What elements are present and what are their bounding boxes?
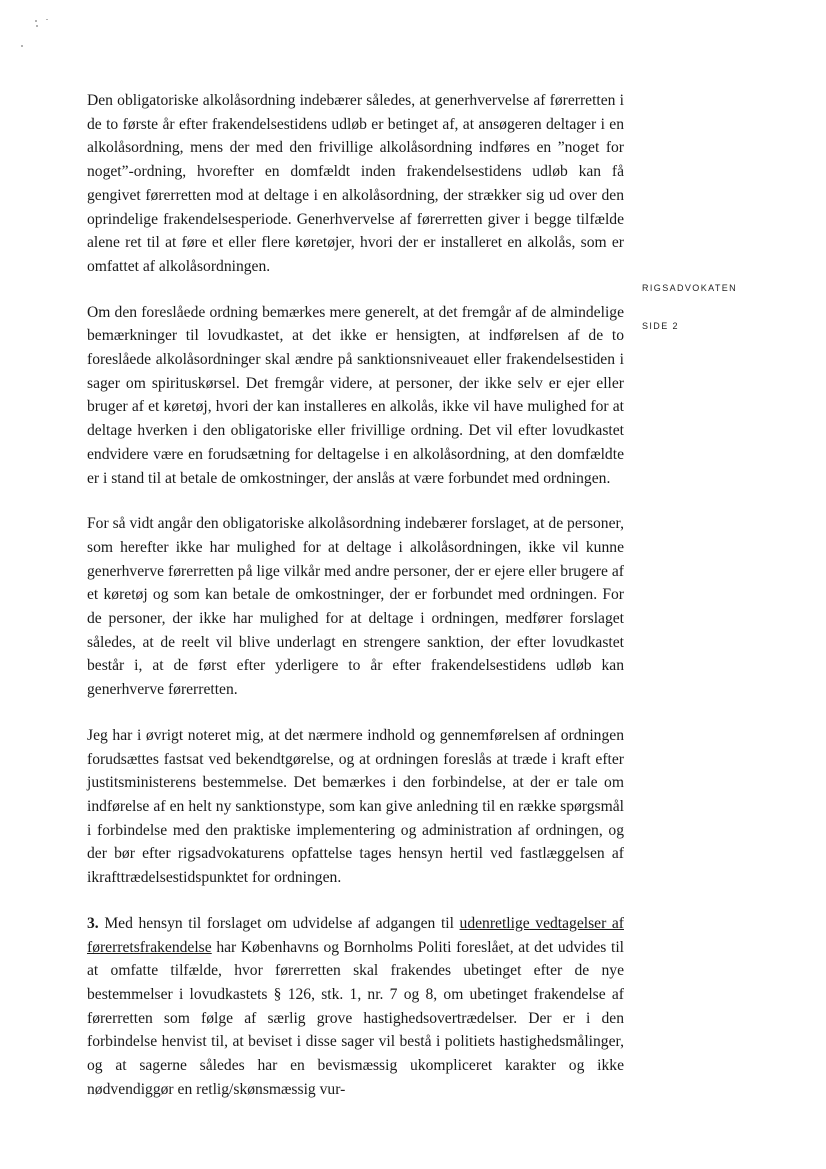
letter-body (87, 89, 624, 1101)
scan-speck (35, 20, 37, 22)
page-number: SIDE 2 (642, 321, 679, 331)
paragraph-mandatory-scheme: Den obligatoriske alkolåsordning indebærer således, at generhvervelse af førerretten i de to første år efter frakendelsestidens udløb er betinget af, at ansøgeren deltager i en alkolåsordning, mens der med den frivillige alkolåsordning indføres en ”noget for noget”-ordning, hvorefter en domfældt inden frakendelsestidens udløb kan få gengivet førerretten mod at deltage i en alkolåsordning, der strækker sig ud over den oprindelige frakendelsesperiode. Generhvervelse af førerretten giver i begge tilfælde alene ret til at føre et eller flere køretøjer, hvori der er installeret en alkolås, som er omfattet af alkolåsordningen. (87, 92, 624, 275)
paragraph-implementation: Jeg har i øvrigt noteret mig, at det nærmere indhold og gennemførelsen af ordningen forudsættes fastsat ved bekendtgørelse, og at ordningen foreslås at træde i kraft efter justitsministerens bestemmelse. Det bemærkes i den forbindelse, at der er tale om indførelse af en helt ny sanktionstype, som kan give anledning til en række spørgsmål i forbindelse med den praktiske implementering og administration af ordningen, og der bør efter rigsadvokaturens opfattelse tages hensyn hertil ved fastlæggelsen af ikrafttrædelsestidspunktet for ordningen. (87, 726, 624, 887)
section-3-text-rest: har Københavns og Bornholms Politi foreslået, at det udvides til at omfatte tilfælde, hvor førerretten skal frakendes ubetinget efter de nye bestemmelser i lovudkastets § 126, stk. 1, nr. 7 og 8, om ubetinget frakendelse af førerretten som følge af særlig grove hastighedsovertrædelser. Der er i den forbindelse henvist til, at beviset i disse sager vil bestå i politiets hastighedsmålinger, og at sagerne således har en bevismæssig ukompliceret karakter og ikke nødvendiggør en retlig/skønsmæssig vur- (87, 938, 624, 1098)
organisation-name: RIGSADVOKATEN (642, 283, 738, 293)
scan-specks (18, 12, 58, 52)
section-number: 3. (87, 914, 99, 932)
paragraph-general-remarks: Om den foreslåede ordning bemærkes mere generelt, at det fremgår af de almindelige bemærkninger til lovudkastet, at det ikke er hensigten, at indførelsen af de to foreslåede alkolåsordninger skal ændre på sanktionsniveauet eller frakendelsestiden i sager om spirituskørsel. Det fremgår videre, at personer, der ikke selv er ejer eller bruger af et køretøj, hvori der kan installeres en alkolås, ikke vil have mulighed for at deltage hverken i den obligatoriske eller frivillige ordning. Det vil efter lovudkastet endvidere være en forudsætning for deltagelse i en alkolåsordning, at den domfældte er i stand til at betale de omkostninger, der anslås at være forbundet med ordningen. (87, 303, 624, 487)
section-3-text-start: Med hensyn til forslaget om udvidelse af adgangen til (104, 914, 460, 932)
scan-speck (21, 45, 23, 47)
paragraph-section-3 (87, 912, 624, 1102)
scan-speck (36, 25, 38, 27)
scan-speck (46, 19, 48, 20)
paragraph-equal-terms: For så vidt angår den obligatoriske alkolåsordning indebærer forslaget, at de personer, som herefter ikke har mulighed for at deltage i alkolåsordningen, ikke vil kunne generhverve førerretten på lige vilkår med andre personer, der er ejere eller brugere af et køretøj og som kan betale de omkostninger, der er forbundet med ordningen. For de personer, der ikke har mulighed for at deltage i ordningen, medfører forslaget således, at de reelt vil blive underlagt en strengere sanktion, der efter lovudkastet består i, at de først efter yderligere to år efter frakendelsestidens udløb kan generhverve førerretten. (87, 515, 624, 699)
underlined-term: udenretlige vedtagelser af førerretsfrakendelse (87, 914, 624, 956)
